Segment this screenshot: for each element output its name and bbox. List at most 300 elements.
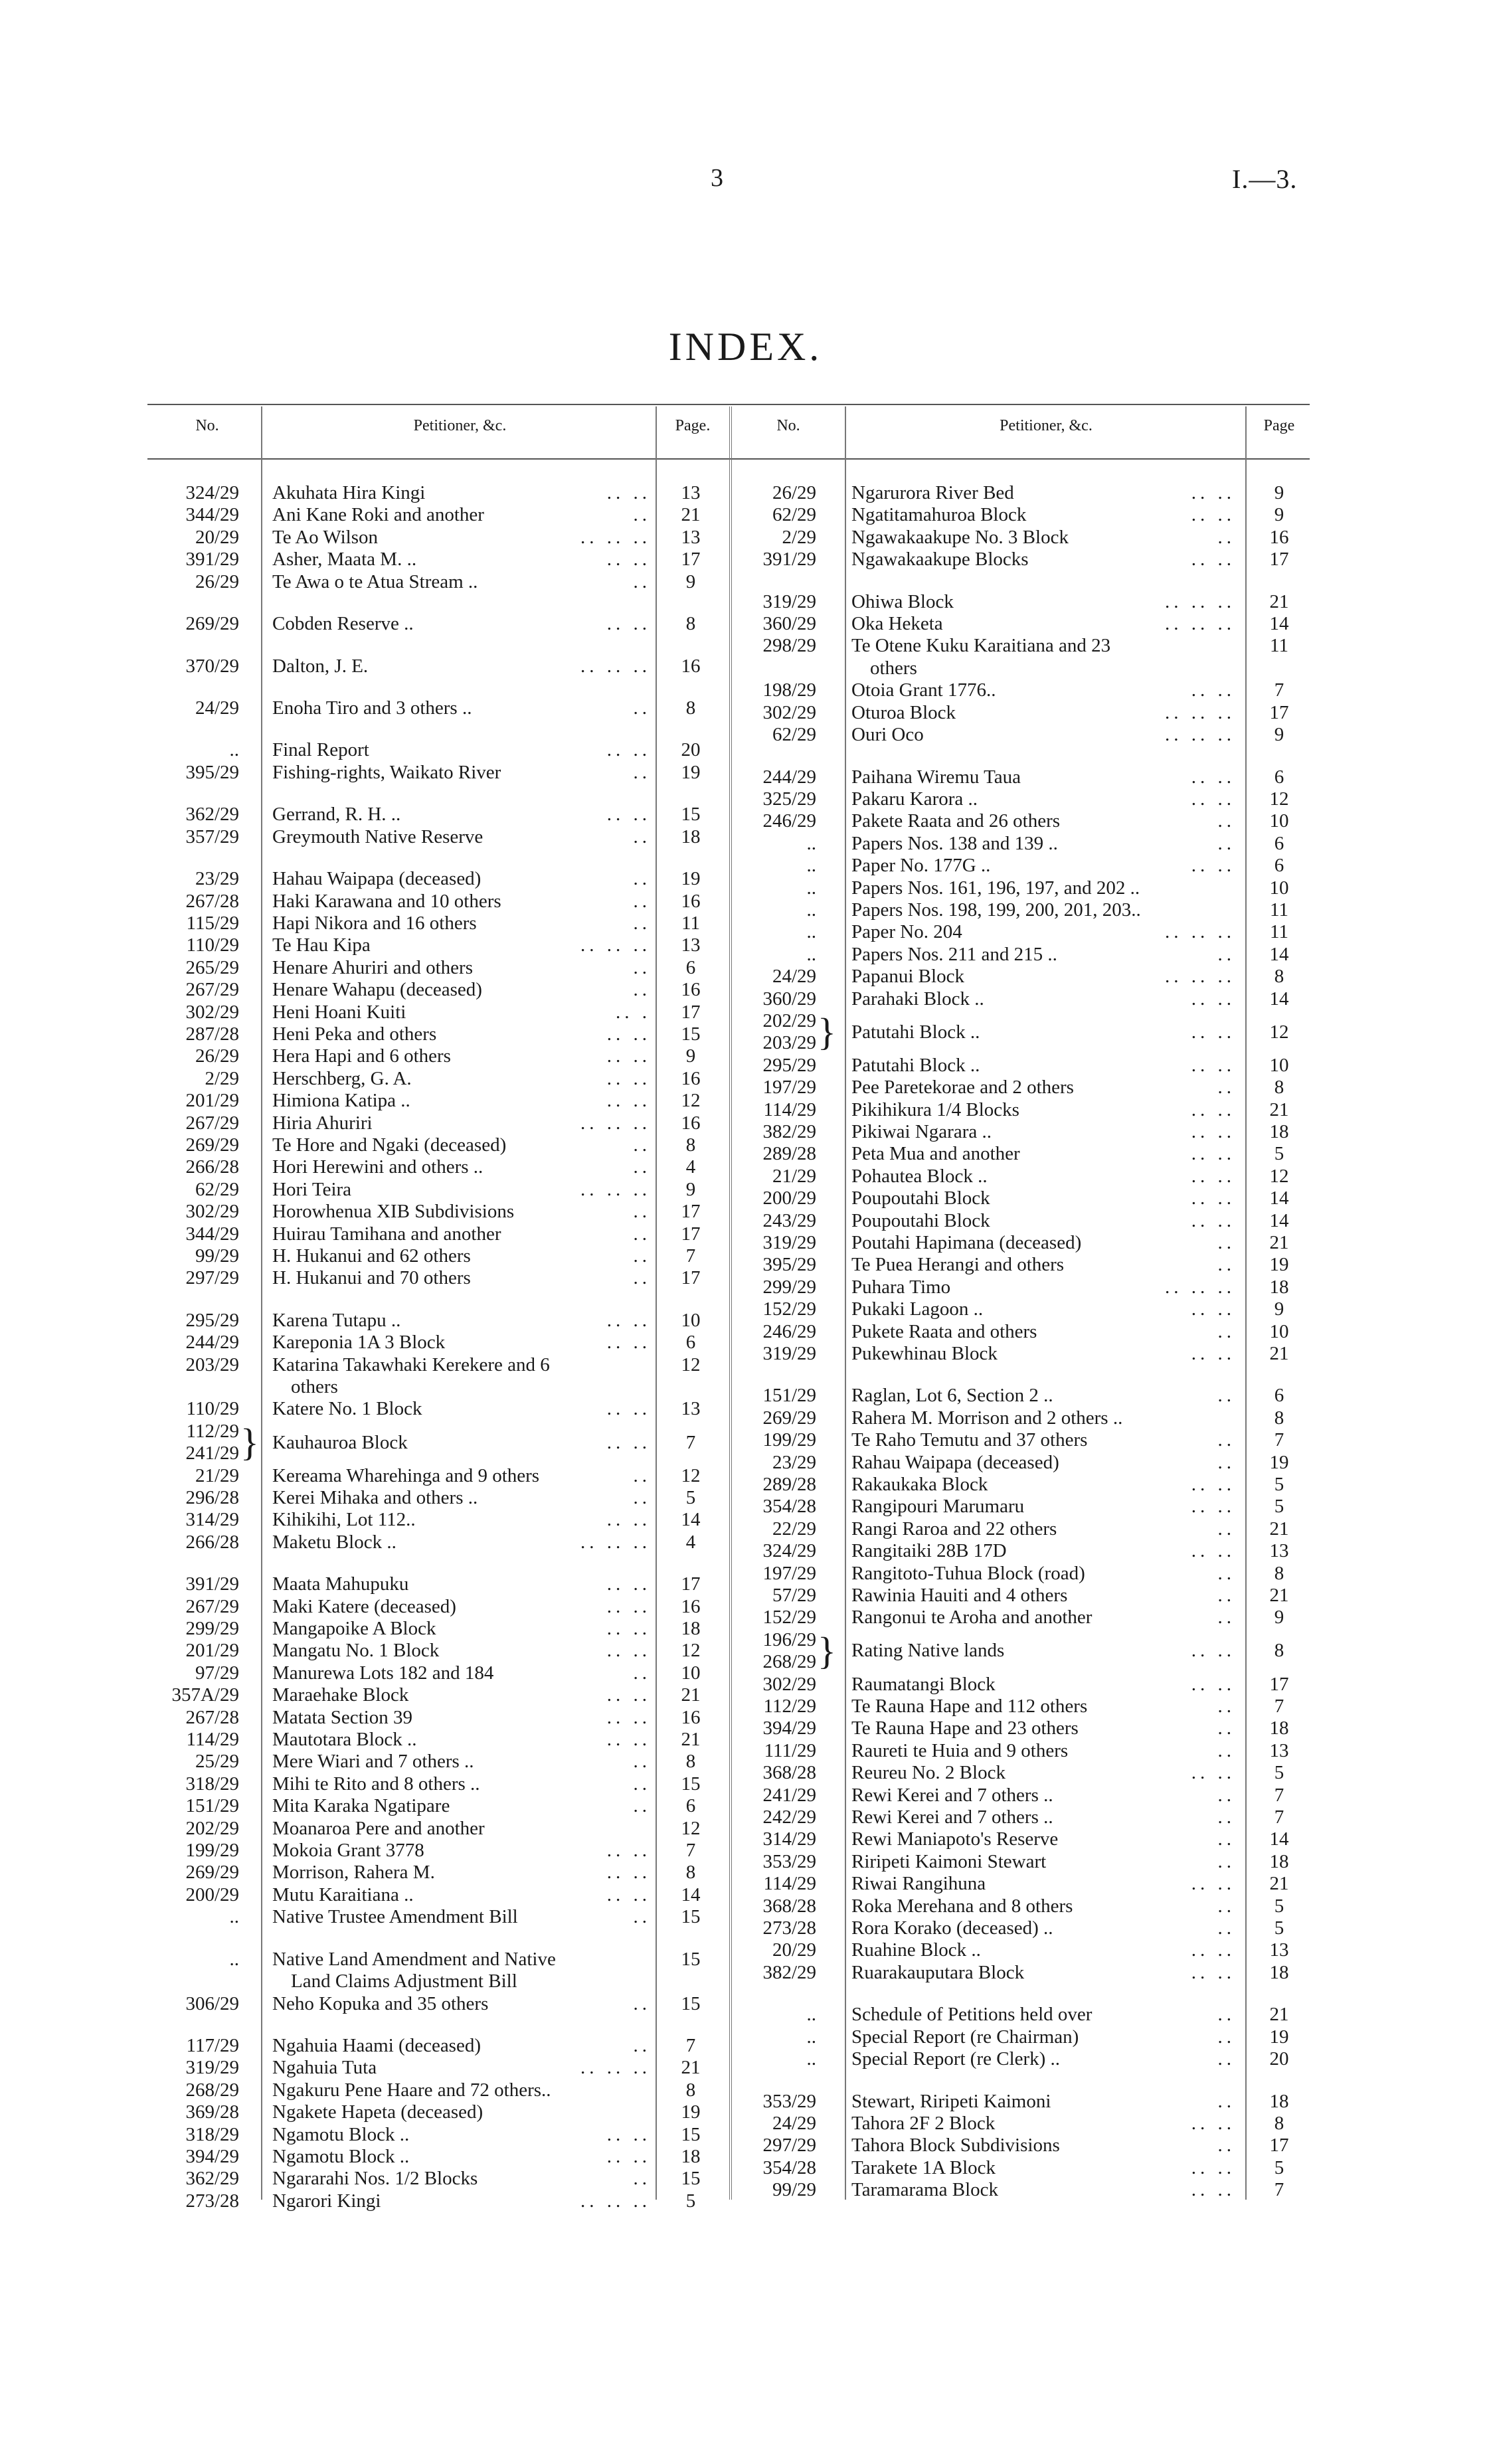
petition-number: 357/29 [185,826,239,847]
page-reference: 13 [681,526,701,548]
petition-number: 152/29 [762,1298,816,1320]
petitioner-name: Ngakuru Pene Haare and 72 others.. [272,2079,551,2101]
petitioner-name: Tahora 2F 2 Block [851,2112,996,2134]
petition-number: 395/29 [185,761,239,783]
petitioner-name: Te Hau Kipa [272,934,371,956]
page-reference: 12 [1269,788,1289,810]
petitioner-name: Te Otene Kuku Karaitiana and 23 [851,635,1111,657]
dot-leader: .. .. [606,1431,651,1453]
index-row [0,1099,1491,1121]
petitioner-name: Te Raho Temutu and 37 others [851,1429,1088,1451]
page-reference: 5 [685,1487,696,1509]
petitioner-name: Papers Nos. 161, 196, 197, and 202 .. [851,877,1140,899]
index-row [0,2004,1491,2026]
petition-number: 111/29 [764,1739,816,1761]
petition-number: 267/29 [185,1112,239,1134]
petitioner-name: Ngawakaakupe Blocks [851,549,1029,571]
petitioner-name: Tarakete 1A Block [851,2156,996,2178]
index-row [0,788,1491,810]
petition-number: 302/29 [762,701,816,723]
petitioner-name: Parahaki Block .. [851,988,984,1010]
petitioner-name: Kareponia 1A 3 Block [272,1332,446,1354]
dot-leader: .. .. .. [580,2190,651,2212]
page-reference: 14 [1269,1828,1289,1850]
petition-number: .. [806,877,816,899]
page-reference: 7 [1274,1429,1284,1451]
petitioner-name: Taramarama Block [851,2179,998,2201]
page-reference: 15 [681,804,701,826]
page-reference: 18 [1269,2090,1289,2112]
petitioner-name: Kihikihi, Lot 112.. [272,1509,416,1531]
dot-leader: .. [1217,810,1235,832]
petitioner-name: Matata Section 39 [272,1706,413,1728]
petition-number: .. [806,832,816,854]
index-row [0,1917,1491,1939]
petitioner-name: Kereama Wharehinga and 9 others [272,1464,540,1486]
petition-number: 117/29 [186,2035,239,2056]
dot-leader: .. .. [606,549,651,571]
page-reference: 19 [681,868,701,890]
index-row [0,2091,1491,2113]
dot-leader: .. .. [1191,855,1235,877]
page-reference: 7 [1274,1784,1284,1806]
petition-number: 362/29 [185,804,239,826]
petitioner-name: Rangitoto-Tuhua Block (road) [851,1562,1085,1584]
index-row [0,1540,1491,1562]
petition-number: 368/28 [762,1762,816,1784]
dot-leader: .. .. [606,1067,651,1089]
index-row [0,1696,1491,1717]
petition-number: 318/29 [185,1773,239,1795]
index-row [0,1429,1491,1451]
page-reference: 18 [1269,1120,1289,1142]
petition-number: 197/29 [762,1077,816,1099]
page-reference: 12 [681,1817,701,1839]
dot-leader: .. .. [606,1840,651,1862]
header-page-left: Page. [675,417,711,434]
petitioner-name: Maraehake Block [272,1684,409,1706]
petitioner-name: Greymouth Native Reserve [272,826,483,847]
dot-leader: .. . [616,1001,651,1023]
petition-number: 395/29 [762,1254,816,1276]
petitioner-name: Ani Kane Roki and another [272,504,484,526]
page-reference: 6 [1274,832,1284,854]
petitioner-name: Kerei Mihaka and others .. [272,1487,478,1509]
dot-leader: .. [1217,1695,1235,1717]
page-reference: 8 [1274,1562,1284,1584]
page-reference: 17 [1269,1673,1289,1695]
header-petitioner-right: Petitioner, &c. [1000,417,1093,434]
petitioner-name-continued: Land Claims Adjustment Bill [291,1971,517,1992]
dot-leader: .. .. [1191,1939,1235,1961]
petitioner-name: Fishing-rights, Waikato River [272,761,501,783]
index-row [0,1806,1491,1828]
petitioner-name: Special Report (re Chairman) [851,2026,1079,2048]
dot-leader: .. .. [1191,1021,1235,1043]
petition-number: 22/29 [772,1518,816,1540]
petitioner-name: Pee Paretekorae and 2 others [851,1077,1074,1099]
petition-number: 20/29 [772,1939,816,1961]
index-row [0,1717,1491,1739]
page-reference: 5 [1274,1473,1284,1495]
petition-number: 299/29 [762,1276,816,1298]
document-reference: I.—3. [1232,164,1298,194]
index-row [0,1607,1491,1628]
petitioner-name: Poupoutahi Block [851,1209,990,1231]
index-row [0,1298,1491,1320]
petition-number: 203/29 [185,1354,239,1375]
petition-number: 2/29 [782,526,816,548]
dot-leader: .. [633,826,651,847]
page-reference: 8 [1274,1640,1284,1662]
petition-number: 24/29 [772,2112,816,2134]
petition-number: 360/29 [762,988,816,1010]
page-reference: 5 [685,2190,696,2212]
dot-leader: .. .. [1191,1188,1235,1209]
index-row [0,1785,1491,1806]
dot-leader: .. [1217,1077,1235,1099]
petitioner-name: Ngawakaakupe No. 3 Block [851,526,1069,548]
dot-leader: .. .. [1191,1496,1235,1518]
header-page-right: Page [1263,417,1295,434]
petition-number: 25/29 [195,1751,239,1773]
petition-number: 114/29 [186,1729,239,1751]
index-row [0,1518,1491,1540]
page-reference: 21 [1269,1231,1289,1253]
petition-number: 297/29 [185,1267,239,1289]
petition-number: 314/29 [185,1509,239,1531]
index-row [0,1851,1491,1873]
page-reference: 8 [1274,1407,1284,1429]
dot-leader: .. .. [606,1640,651,1662]
petition-number: 62/29 [195,1178,239,1200]
petitioner-name: Hori Herewini and others .. [272,1156,483,1178]
dot-leader: .. [633,1464,651,1486]
page-reference: 16 [1269,526,1289,548]
petition-number: 269/29 [762,1407,816,1429]
page-reference: 9 [685,571,696,592]
page-reference: 5 [1274,1143,1284,1165]
petition-number: 241/29 [185,1443,239,1464]
petition-number: 200/29 [762,1188,816,1209]
dot-leader: .. [633,504,651,526]
petitioner-name: Te Hore and Ngaki (deceased) [272,1134,507,1156]
page-reference: 9 [1274,724,1284,746]
petitioner-name: Hera Hapi and 6 others [272,1045,451,1067]
petition-number: .. [806,921,816,943]
petition-number: 302/29 [762,1673,816,1695]
dot-leader: .. .. [606,1729,651,1751]
page-reference: 21 [1269,590,1289,612]
page-reference: 8 [685,1751,696,1773]
dot-leader: .. [633,1751,651,1773]
page-reference: 21 [681,1684,701,1706]
petitioner-name: Mere Wiari and 7 others .. [272,1751,474,1773]
index-row [0,1254,1491,1276]
petition-number: 202/29 [185,1817,239,1839]
petition-number: 319/29 [185,2057,239,2079]
index-row [0,1143,1491,1165]
petitioner-name: Rora Korako (deceased) .. [851,1917,1053,1939]
dot-leader: .. [633,571,651,592]
page-reference: 4 [685,1531,696,1553]
dot-leader: .. .. [1191,1143,1235,1165]
page-reference: 7 [685,2035,696,2056]
dot-leader: .. [633,912,651,934]
page-reference: 12 [681,1464,701,1486]
dot-leader: .. [633,956,651,978]
petition-number: 370/29 [185,655,239,677]
dot-leader: .. [1217,1584,1235,1606]
dot-leader: .. [633,1992,651,2014]
petition-number: 114/29 [763,1873,816,1895]
petitioner-name: Mangapoike A Block [272,1618,436,1640]
page-reference: 5 [1274,1895,1284,1917]
page-reference: 21 [681,1729,701,1751]
petitioner-name: Native Land Amendment and Native [272,1948,556,1970]
petition-number: 354/28 [762,1496,816,1518]
page-reference: 14 [1269,1209,1289,1231]
index-row [0,2135,1491,2156]
page-reference: 7 [685,1245,696,1267]
dot-leader: .. [1217,2135,1235,2156]
page-reference: 6 [1274,855,1284,877]
dot-leader: .. .. [1191,2179,1235,2201]
dot-leader: .. .. [606,1332,651,1354]
page-reference: 5 [1274,1762,1284,1784]
page-reference: 13 [681,482,701,503]
petitioner-name: Manurewa Lots 182 and 184 [272,1662,494,1684]
petitioner-name: Maki Katere (deceased) [272,1595,456,1617]
petitioner-name: Patutahi Block .. [851,1021,980,1043]
petitioner-name: Cobden Reserve .. [272,613,414,635]
petitioner-name: Rahera M. Morrison and 2 others .. [851,1407,1123,1429]
petition-number: 268/29 [185,2079,239,2101]
petition-number: 267/29 [185,979,239,1001]
petitioner-name: Mangatu No. 1 Block [272,1640,440,1662]
dot-leader: .. [1217,832,1235,854]
petition-number: 197/29 [762,1562,816,1584]
index-row [0,1873,1491,1895]
page-reference: 15 [681,1023,701,1045]
petition-number: 362/29 [185,2168,239,2190]
petitioner-name: Oturoa Block [851,701,956,723]
petition-number: 99/29 [772,2179,816,2201]
petition-number: 97/29 [195,1662,239,1684]
dot-leader: .. [1217,1607,1235,1628]
petition-number: 269/29 [185,1862,239,1884]
dot-leader: .. .. .. [580,1178,651,1200]
petition-number: 382/29 [762,1961,816,1983]
dot-leader: .. .. [1191,1673,1235,1695]
dot-leader: .. [1217,1518,1235,1540]
petitioner-name: Heni Peka and others [272,1023,437,1045]
dot-leader: .. [633,2168,651,2190]
index-row [0,679,1491,701]
page-reference: 10 [1269,877,1289,899]
petition-number: 20/29 [195,526,239,548]
petition-number: 394/29 [185,2146,239,2167]
page-reference: 18 [1269,1276,1289,1298]
petitioner-name: Native Trustee Amendment Bill [272,1906,518,1928]
petitioner-name: Otoia Grant 1776.. [851,679,996,701]
index-row [0,1276,1491,1298]
dot-leader: .. .. [1191,1961,1235,1983]
page-reference: 13 [1269,1739,1289,1761]
petitioner-name: Rewi Maniapoto's Reserve [851,1828,1059,1850]
petition-number: 244/29 [185,1332,239,1354]
petition-number: 21/29 [195,1464,239,1486]
petitioner-name: Ngatitamahuroa Block [851,504,1027,526]
dot-leader: .. [1217,1320,1235,1342]
petition-number: 62/29 [772,724,816,746]
dot-leader: .. [633,1267,651,1289]
petition-number: 24/29 [195,697,239,719]
dot-leader: .. [1217,1429,1235,1451]
page-reference: 20 [681,739,701,761]
dot-leader: .. .. [1191,988,1235,1010]
page-reference: 7 [685,1840,696,1862]
index-row [0,1010,1491,1055]
page-reference: 21 [1269,2004,1289,2026]
page-reference: 19 [1269,1254,1289,1276]
page-reference: 8 [685,613,696,635]
petition-number: 267/29 [185,1595,239,1617]
petitioner-name: Riwai Rangihuna [851,1873,986,1895]
petitioner-name: Akuhata Hira Kingi [272,482,426,503]
petition-number: 265/29 [185,956,239,978]
dot-leader: .. .. [606,1618,651,1640]
page-reference: 9 [1274,1298,1284,1320]
petition-number: 23/29 [772,1451,816,1473]
dot-leader: .. [633,1201,651,1223]
petitioner-name: Neho Kopuka and 35 others [272,1992,489,2014]
petitioner-name: Papanui Block [851,966,964,988]
petition-number: 369/28 [185,2101,239,2123]
petitioner-name: Pikihikura 1/4 Blocks [851,1099,1019,1120]
dot-leader: .. [1217,2090,1235,2112]
petitioner-name: Maketu Block .. [272,1531,396,1553]
page-reference: 6 [685,1332,696,1354]
index-row [0,2179,1491,2201]
index-row [0,1343,1491,1365]
index-row [0,1407,1491,1429]
petitioner-name: Ngamotu Block .. [272,2146,410,2167]
dot-leader: .. [1217,1806,1235,1828]
petitioner-name: Kauhauroa Block [272,1431,408,1453]
index-row [0,1055,1491,1077]
petition-number: 112/29 [763,1695,816,1717]
petitioner-name: Moanaroa Pere and another [272,1817,485,1839]
page-reference: 8 [1274,2112,1284,2134]
petition-number: 353/29 [762,2090,816,2112]
page-reference: 17 [681,1267,701,1289]
page-reference: 17 [1269,2135,1289,2156]
dot-leader: .. .. [1191,1342,1235,1364]
dot-leader: .. [1217,1231,1235,1253]
petition-number: 244/29 [762,766,816,788]
page-reference: 9 [685,1178,696,1200]
index-row [0,988,1491,1010]
dot-leader: .. .. .. [1165,613,1235,635]
page-reference: 8 [685,1862,696,1884]
page-reference: 18 [681,2146,701,2167]
petitioner-name: Gerrand, R. H. .. [272,804,401,826]
page-reference: 21 [1269,1584,1289,1606]
page-reference: 17 [1269,549,1289,571]
petition-number: 112/29 [186,1420,239,1442]
petitioner-name: Ohiwa Block [851,590,954,612]
dot-leader: .. .. [606,613,651,635]
dot-leader: .. .. [1191,1640,1235,1662]
page-reference: 6 [685,1795,696,1817]
petitioner-name: Peta Mua and another [851,1143,1020,1165]
page-reference: 14 [681,1884,701,1905]
petitioner-name: Karena Tutapu .. [272,1309,401,1331]
index-row [0,635,1491,679]
index-row [0,944,1491,966]
petitioner-name: Maata Mahupuku [272,1573,409,1595]
page-reference: 17 [681,1573,701,1595]
index-row [0,1939,1491,1961]
petition-number: .. [806,899,816,921]
page-reference: 19 [1269,1451,1289,1473]
petition-number: 295/29 [762,1054,816,1076]
petition-number: 110/29 [186,1398,239,1420]
page-reference: 9 [1274,504,1284,526]
petition-number: 266/28 [185,1156,239,1178]
dot-leader: .. .. [606,2123,651,2145]
petitioner-name: Pakete Raata and 26 others [851,810,1061,832]
petition-number: 319/29 [762,590,816,612]
petition-number: 344/29 [185,504,239,526]
page-reference: 11 [1270,899,1288,921]
dot-leader: .. [633,697,651,719]
dot-leader: .. .. .. [580,526,651,548]
page-reference: 21 [681,504,701,526]
dot-leader: .. [1217,1717,1235,1739]
page-number: 3 [711,164,723,192]
petition-number: 295/29 [185,1309,239,1331]
dot-leader: .. .. [606,804,651,826]
petitioner-name: Tahora Block Subdivisions [851,2135,1060,2156]
index-row [0,877,1491,899]
page-reference: 17 [681,1001,701,1023]
petition-number: 324/29 [762,1540,816,1562]
dot-leader: .. .. [606,739,651,761]
index-row [0,1321,1491,1343]
petition-number: 368/28 [762,1895,816,1917]
petitioner-name: Mihi te Rito and 8 others .. [272,1773,480,1795]
petition-number: 196/29 [762,1628,816,1650]
petitioner-name: Reureu No. 2 Block [851,1762,1006,1784]
page-reference: 8 [685,2079,696,2101]
dot-leader: .. .. [606,1309,651,1331]
petitioner-name: Henare Ahuriri and others [272,956,473,978]
page-reference: 16 [681,1595,701,1617]
dot-leader: .. .. [1191,1540,1235,1562]
petition-number: 110/29 [186,934,239,956]
petitioner-name: Te Rauna Hape and 23 others [851,1717,1079,1739]
petition-number: 114/29 [763,1099,816,1120]
petition-number: 62/29 [772,504,816,526]
dot-leader: .. [633,1795,651,1817]
page-reference: 21 [1269,1099,1289,1120]
page-reference: 15 [681,1906,701,1928]
dot-leader: .. .. .. [580,934,651,956]
dot-leader: .. [633,868,651,890]
index-row [0,1828,1491,1850]
